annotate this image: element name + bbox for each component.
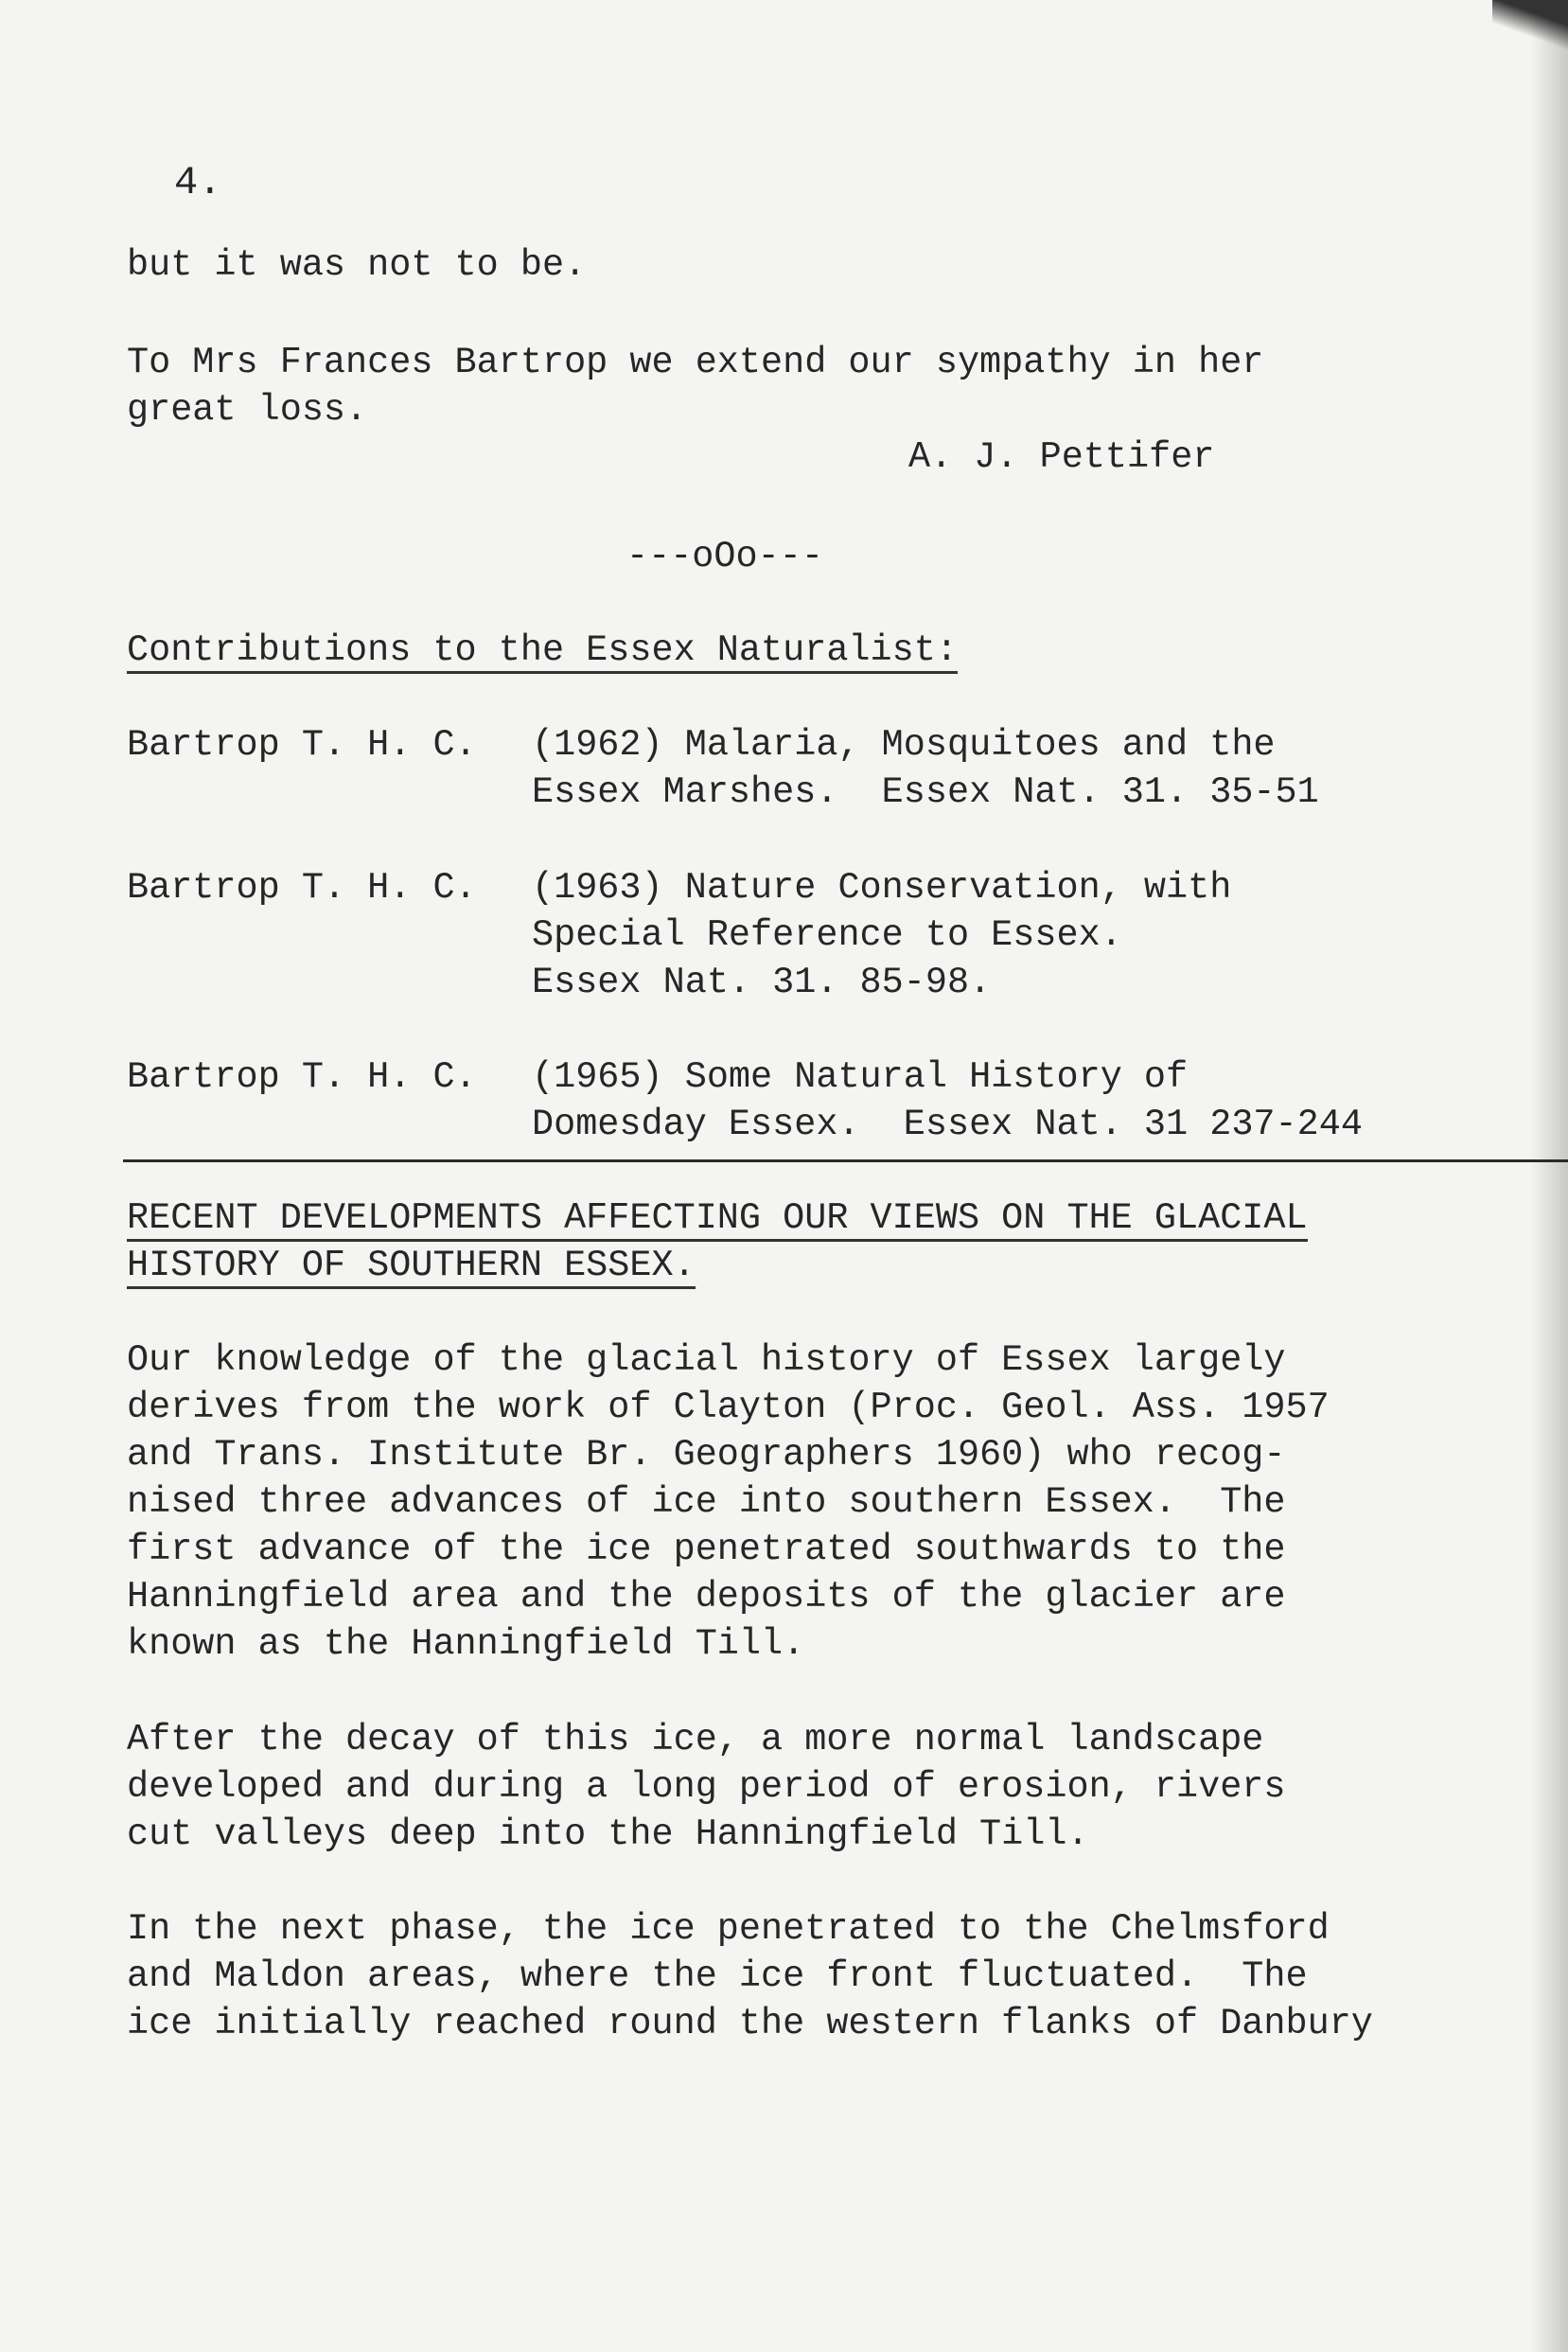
reference-line: (1963) Nature Conservation, with [532,867,1232,909]
reference-line: Essex Nat. 31. 85-98. [532,962,992,1003]
paragraph-line: cut valleys deep into the Hanningfield Till. [127,1813,1089,1855]
article-title-line-2: HISTORY OF SOUTHERN ESSEX. [127,1242,696,1289]
contributions-heading: Contributions to the Essex Naturalist: [127,627,958,674]
paragraph-line: In the next phase, the ice penetrated to the Chelmsford [127,1908,1330,1950]
paragraph-line: After the decay of this ice, a more normal landscape [127,1719,1264,1760]
reference-line: (1965) Some Natural History of [532,1056,1189,1098]
article-title-line-1: RECENT DEVELOPMENTS AFFECTING OUR VIEWS ON THE GLACIAL [127,1194,1308,1242]
paragraph-line: and Maldon areas, where the ice front fluctuated. The [127,1955,1308,1997]
sympathy-line-2: great loss. [127,389,368,431]
paragraph-line: first advance of the ice penetrated southwards to the [127,1529,1286,1570]
reference-author: Bartrop T. H. C. [127,1056,477,1098]
reference-author: Bartrop T. H. C. [127,867,477,909]
reference-line: (1962) Malaria, Mosquitoes and the [532,724,1276,766]
reference-author: Bartrop T. H. C. [127,724,477,766]
paragraph-line: derives from the work of Clayton (Proc. Geol. Ass. 1957 [127,1387,1330,1428]
paragraph-line: Our knowledge of the glacial history of Essex largely [127,1339,1286,1381]
reference-line: Essex Marshes. Essex Nat. 31. 35-51 [532,771,1319,813]
paragraph-line: Hanningfield area and the deposits of the glacier are [127,1576,1286,1618]
obituary-closing-line: but it was not to be. [127,244,587,286]
paragraph-line: developed and during a long period of erosion, rivers [127,1766,1286,1808]
section-separator: ---oOo--- [626,536,823,577]
horizontal-rule [123,1159,1568,1162]
page-edge-shadow [1530,0,1568,2352]
paragraph-line: known as the Hanningfield Till. [127,1623,805,1665]
reference-line: Domesday Essex. Essex Nat. 31 237-244 [532,1104,1363,1145]
page-number: 4. [174,160,222,205]
paragraph-line: nised three advances of ice into southern Essex. The [127,1481,1286,1523]
sympathy-line-1: To Mrs Frances Bartrop we extend our sympathy in her [127,342,1264,383]
page-corner-fold [1492,0,1568,57]
obituary-author: A. J. Pettifer [908,436,1215,478]
paragraph-line: and Trans. Institute Br. Geographers 1960) who recog- [127,1434,1286,1476]
paragraph-line: ice initially reached round the western flanks of Danbury [127,2003,1373,2044]
reference-line: Special Reference to Essex. [532,914,1122,956]
